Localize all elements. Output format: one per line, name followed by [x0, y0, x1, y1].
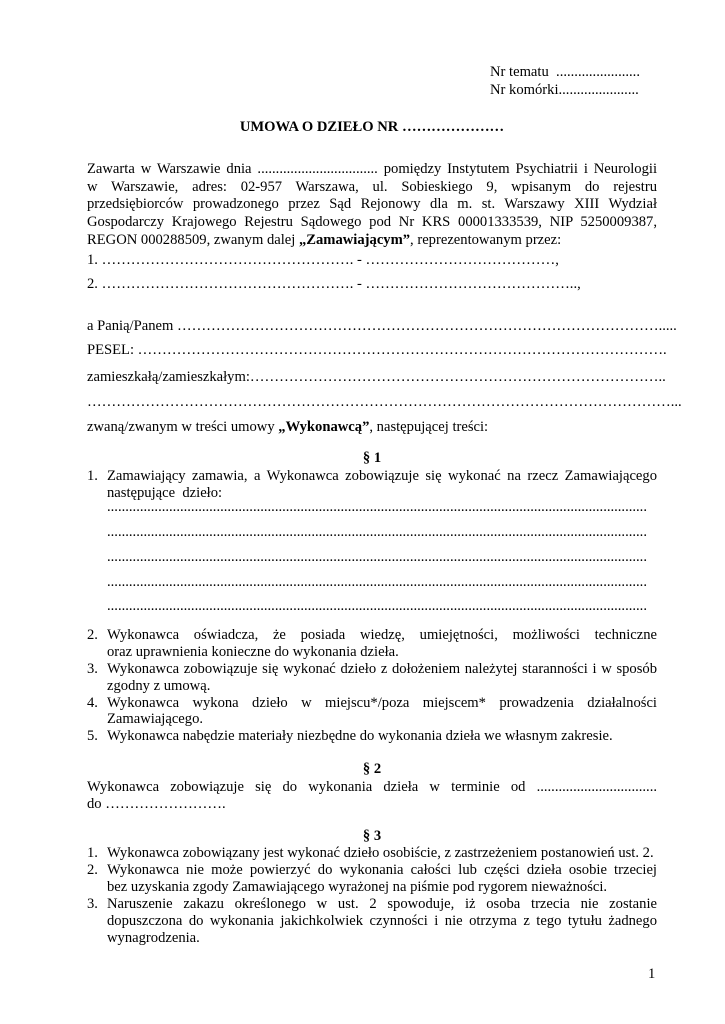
- definition-tail-text: , następującej treści:: [369, 419, 489, 435]
- list-number: 1.: [87, 845, 98, 861]
- list-number: 2.: [87, 627, 98, 643]
- list-item-line: Wykonawca oświadcza, że posiada wiedzę, umiejętności, możliwości techniczne: [107, 627, 657, 643]
- definition-text: zwaną/zwanym w treści umowy: [87, 419, 279, 435]
- work-description-blank-line: ....................................................................................................................................................: [107, 549, 647, 565]
- list-item-line: dopuszczona do wykonania jakichkolwiek czynności i nie otrzyma z tego tytułu żadnego: [107, 913, 657, 929]
- list-item-line: bez uzyskania zgody Zamawiającego wyrażonej na piśmie pod rygorem nieważności.: [107, 879, 608, 895]
- intro-regon-text: REGON 000288509, zwanym dalej: [87, 232, 299, 248]
- list-item-line: oraz uprawnienia konieczne do wykonania dzieła.: [107, 644, 399, 660]
- intro-last-line: [87, 231, 561, 249]
- list-item-line: następujące dzieło:: [107, 485, 223, 501]
- contractor-term: „Wykonawcą”: [278, 419, 370, 435]
- deadline-line: do …………………….: [87, 796, 226, 812]
- list-number: 2.: [87, 862, 98, 878]
- intro-line: Gospodarczy Krajowego Rejestru Sądowego pod Nr KRS 00001333539, NIP 5250009387,: [87, 214, 657, 230]
- list-item-line: Zamawiającego.: [107, 711, 204, 727]
- contract-title: UMOWA O DZIEŁO NR …………………: [239, 119, 505, 135]
- topic-number-label: Nr tematu .......................: [490, 64, 640, 80]
- page-number: 1: [648, 966, 656, 982]
- list-number: 3.: [87, 661, 98, 677]
- intro-line: przedsiębiorców prowadzonego przez Sąd Rejonowy dla m. st. Warszawy XIII Wydział: [87, 196, 657, 212]
- list-item-line: Wykonawca zobowiązuje się wykonać dzieło z dołożeniem należytej staranności i w sposób: [107, 661, 657, 677]
- work-description-blank-line: ....................................................................................................................................................: [107, 499, 647, 515]
- section-1-heading: § 1: [362, 450, 382, 466]
- list-item-line: Wykonawca zobowiązany jest wykonać dzieło osobiście, z zastrzeżeniem postanowień ust. 2.: [107, 845, 654, 861]
- contractor-address-line: zamieszkałą/zamieszkałym:…………………………………………………………………………..: [87, 369, 666, 385]
- ordering-party-term: „Zamawiającym”: [298, 232, 411, 248]
- intro-representation-text: , reprezentowanym przez:: [410, 232, 562, 248]
- representative-line-1: 1. ……………………………………………. - …………………………………,: [87, 252, 559, 268]
- intro-line: Zawarta w Warszawie dnia ................................. pomiędzy Instytutem Psychiatrii i Neurologii: [87, 161, 657, 177]
- list-number: 4.: [87, 695, 98, 711]
- list-number: 1.: [87, 468, 98, 484]
- contractor-pesel-line: PESEL: ……………………………………………………………………………………………….: [87, 342, 667, 358]
- representative-line-2: 2. ……………………………………………. - ……………………………………..,: [87, 276, 581, 292]
- work-description-blank-line: ....................................................................................................................................................: [107, 598, 647, 614]
- work-description-blank-line: ....................................................................................................................................................: [107, 574, 647, 590]
- list-item-line: Naruszenie zakazu określonego w ust. 2 spowoduje, iż osoba trzecia nie zostanie: [107, 896, 657, 912]
- list-item-line: zgodny z umową.: [107, 678, 211, 694]
- list-item-line: Wykonawca nabędzie materiały niezbędne do wykonania dzieła we własnym zakresie.: [107, 728, 613, 744]
- list-item-line: Wykonawca wykona dzieło w miejscu*/poza miejscem* prowadzenia działalności: [107, 695, 657, 711]
- section-2-heading: § 2: [362, 761, 382, 777]
- list-item-line: Wykonawca nie może powierzyć do wykonania całości lub części dzieła osobie trzeciej: [107, 862, 657, 878]
- work-description-blank-line: ....................................................................................................................................................: [107, 524, 647, 540]
- contractor-address-line-2: …………………………………………………………………………………………………………...: [87, 394, 682, 410]
- contractor-definition-line: [87, 418, 488, 436]
- deadline-line: Wykonawca zobowiązuje się do wykonania dzieła w terminie od .................................: [87, 779, 657, 795]
- list-item-line: wynagrodzenia.: [107, 930, 200, 946]
- list-number: 5.: [87, 728, 98, 744]
- contractor-name-line: a Panią/Panem ……………………………………………………………………………………….....: [87, 318, 677, 334]
- cell-number-label: Nr komórki......................: [490, 82, 639, 98]
- list-item-line: Zamawiający zamawia, a Wykonawca zobowiązuje się wykonać na rzecz Zamawiającego: [107, 468, 657, 484]
- list-number: 3.: [87, 896, 98, 912]
- section-3-heading: § 3: [362, 828, 382, 844]
- intro-line: w Warszawie, adres: 02-957 Warszawa, ul. Sobieskiego 9, wpisanym do rejestru: [87, 179, 657, 195]
